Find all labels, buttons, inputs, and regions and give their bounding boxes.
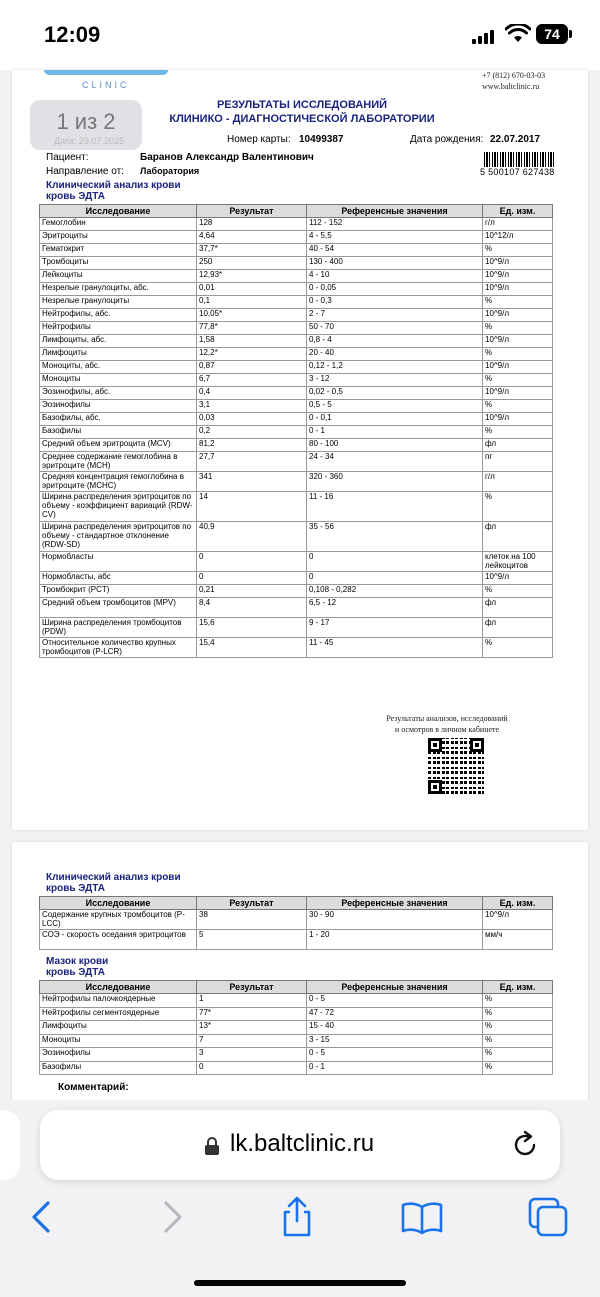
- reference-cell: 0 - 0,1: [307, 413, 483, 426]
- browser-toolbar: [0, 1195, 600, 1245]
- referral-value: Лаборатория: [140, 166, 200, 176]
- result-cell: 38: [197, 910, 307, 930]
- unit-cell: %: [483, 244, 553, 257]
- result-cell: 341: [197, 472, 307, 492]
- result-cell: 0,1: [197, 296, 307, 309]
- reference-cell: 6,5 - 12: [307, 598, 483, 618]
- table-row: [40, 439, 553, 452]
- table-row: [40, 348, 553, 361]
- result-cell: 1: [197, 994, 307, 1008]
- reference-cell: 80 - 100: [307, 439, 483, 452]
- result-cell: 0: [197, 552, 307, 572]
- table-row: [40, 244, 553, 257]
- dob-label: Дата рождения:: [410, 134, 484, 145]
- clinic-phone: +7 (812) 670-03-03: [482, 71, 546, 80]
- reference-cell: 320 - 360: [307, 472, 483, 492]
- share-icon[interactable]: [275, 1195, 319, 1239]
- table-row: [40, 374, 553, 387]
- tabs-icon[interactable]: [526, 1195, 570, 1239]
- result-cell: 15,4: [197, 638, 307, 658]
- test-name-cell: Базофилы, абс.: [40, 413, 197, 426]
- unit-cell: %: [483, 296, 553, 309]
- table-row: [40, 598, 553, 618]
- table-row: [40, 322, 553, 335]
- result-cell: 12,93*: [197, 270, 307, 283]
- document-page-1: [12, 70, 588, 830]
- test-name-cell: Ширина распределения эритроцитов по объему - стандартное отклонение (RDW-SD): [40, 522, 197, 552]
- reference-cell: 130 - 400: [307, 257, 483, 270]
- table-row: [40, 309, 553, 322]
- reference-cell: 30 - 90: [307, 910, 483, 930]
- unit-cell: 10^9/л: [483, 309, 553, 322]
- results-table-cbc: [39, 204, 553, 658]
- table-row: [40, 426, 553, 439]
- column-header-result: Результат: [197, 205, 307, 218]
- reference-cell: 0 - 1: [307, 1061, 483, 1075]
- reference-cell: 0: [307, 552, 483, 572]
- address-bar[interactable]: [40, 1110, 560, 1180]
- test-name-cell: Ширина распределения тромбоцитов (PDW): [40, 618, 197, 638]
- result-cell: 3: [197, 1048, 307, 1062]
- table-row: [40, 452, 553, 472]
- table-row: [40, 335, 553, 348]
- reference-cell: 2 - 7: [307, 309, 483, 322]
- test-name-cell: Нейтрофилы, абс.: [40, 309, 197, 322]
- test-name-cell: Эозинофилы, абс.: [40, 387, 197, 400]
- unit-cell: %: [483, 638, 553, 658]
- table-row: [40, 994, 553, 1008]
- table-header-row: [40, 205, 553, 218]
- result-cell: 10,05*: [197, 309, 307, 322]
- section-title-line1: Клинический анализ крови: [46, 872, 181, 883]
- patient-label: Пациент:: [46, 152, 89, 163]
- test-name-cell: Тромбоциты: [40, 257, 197, 270]
- test-name-cell: Нейтрофилы сегментоядерные: [40, 1007, 197, 1021]
- table-row: [40, 522, 553, 552]
- result-cell: 0,87: [197, 361, 307, 374]
- clinic-logo-shape: [44, 70, 168, 75]
- table-row: [40, 572, 553, 585]
- unit-cell: %: [483, 1061, 553, 1075]
- report-title-line2: КЛИНИКО - ДИАГНОСТИЧЕСКОЙ ЛАБОРАТОРИИ: [169, 113, 435, 125]
- back-icon[interactable]: [20, 1195, 64, 1239]
- test-name-cell: Моноциты: [40, 1034, 197, 1048]
- test-name-cell: Средний объем тромбоцитов (MPV): [40, 598, 197, 618]
- card-number-label: Номер карты:: [227, 134, 291, 145]
- result-cell: 0,03: [197, 413, 307, 426]
- test-name-cell: Лимфоциты: [40, 348, 197, 361]
- reference-cell: 0 - 1: [307, 426, 483, 439]
- qr-corner: [470, 738, 484, 752]
- unit-cell: %: [483, 374, 553, 387]
- result-cell: 0: [197, 1061, 307, 1075]
- wifi-icon: [505, 24, 531, 44]
- section-title-line1: Мазок крови: [46, 956, 109, 967]
- table-row: [40, 1007, 553, 1021]
- reference-cell: 112 - 152: [307, 218, 483, 231]
- result-cell: 4,64: [197, 231, 307, 244]
- clinic-site: www.baltclinic.ru: [482, 82, 540, 91]
- unit-cell: фл: [483, 598, 553, 618]
- unit-cell: фл: [483, 439, 553, 452]
- reference-cell: 0 - 0,3: [307, 296, 483, 309]
- page-indicator: [30, 100, 142, 150]
- table-row: [40, 283, 553, 296]
- result-cell: 8,4: [197, 598, 307, 618]
- unit-cell: г/л: [483, 218, 553, 231]
- test-name-cell: Незрелые гранулоциты, абс.: [40, 283, 197, 296]
- referral-label: Направление от:: [46, 166, 124, 177]
- result-cell: 1,58: [197, 335, 307, 348]
- test-name-cell: Незрелые гранулоциты: [40, 296, 197, 309]
- bookmarks-icon[interactable]: [400, 1195, 444, 1239]
- test-name-cell: Средний объем эритроцита (MCV): [40, 439, 197, 452]
- browser-bottom-bar: [0, 1100, 600, 1297]
- test-name-cell: Нейтрофилы палочкоядерные: [40, 994, 197, 1008]
- table-header-row: [40, 897, 553, 910]
- result-cell: 27,7: [197, 452, 307, 472]
- unit-cell: г/л: [483, 472, 553, 492]
- table-row: [40, 910, 553, 930]
- table-row: [40, 257, 553, 270]
- test-name-cell: Эозинофилы: [40, 400, 197, 413]
- test-name-cell: Среднее содержание гемоглобина в эритроците (MCH): [40, 452, 197, 472]
- result-cell: 77*: [197, 1007, 307, 1021]
- unit-cell: %: [483, 426, 553, 439]
- lock-icon: [204, 1137, 220, 1155]
- reference-cell: 15 - 40: [307, 1021, 483, 1035]
- test-name-cell: Моноциты, абс.: [40, 361, 197, 374]
- result-cell: 0: [197, 572, 307, 585]
- reference-cell: 0: [307, 572, 483, 585]
- unit-cell: %: [483, 1007, 553, 1021]
- battery-icon: 74: [536, 24, 568, 44]
- unit-cell: 10^9/л: [483, 335, 553, 348]
- table-row: [40, 361, 553, 374]
- table-row: [40, 552, 553, 572]
- reference-cell: 9 - 17: [307, 618, 483, 638]
- reference-cell: 3 - 12: [307, 374, 483, 387]
- reference-cell: 0 - 5: [307, 1048, 483, 1062]
- result-cell: 0,2: [197, 426, 307, 439]
- reference-cell: 50 - 70: [307, 322, 483, 335]
- unit-cell: %: [483, 1021, 553, 1035]
- reference-cell: 0 - 0,05: [307, 283, 483, 296]
- qr-caption-line2: и осмотров в личном кабинете: [394, 725, 500, 734]
- unit-cell: 10^9/л: [483, 257, 553, 270]
- card-number: 10499387: [299, 134, 344, 145]
- column-header-unit: Ед. изм.: [483, 981, 553, 994]
- result-cell: 40,9: [197, 522, 307, 552]
- table-row: [40, 1021, 553, 1035]
- result-cell: 12,2*: [197, 348, 307, 361]
- unit-cell: 10^9/л: [483, 387, 553, 400]
- test-name-cell: Лимфоциты: [40, 1021, 197, 1035]
- unit-cell: 10^12/л: [483, 231, 553, 244]
- page-indicator-count: 1 из 2: [56, 109, 116, 134]
- test-name-cell: Нейтрофилы: [40, 322, 197, 335]
- unit-cell: 10^9/л: [483, 910, 553, 930]
- result-cell: 0,21: [197, 585, 307, 598]
- section-title-line2: кровь ЭДТА: [46, 883, 105, 894]
- column-header-ref: Референсные значения: [307, 205, 483, 218]
- test-name-cell: Моноциты: [40, 374, 197, 387]
- test-name-cell: Ширина распределения эритроцитов по объему - коэффициент вариаций (RDW-CV): [40, 492, 197, 522]
- test-name-cell: Лимфоциты, абс.: [40, 335, 197, 348]
- unit-cell: %: [483, 994, 553, 1008]
- test-name-cell: Тромбокрит (PCT): [40, 585, 197, 598]
- unit-cell: 10^9/л: [483, 572, 553, 585]
- report-title: [152, 98, 452, 126]
- status-time: 12:09: [44, 22, 101, 47]
- unit-cell: 10^9/л: [483, 270, 553, 283]
- table-row: [40, 400, 553, 413]
- test-name-cell: Средняя концентрация гемоглобина в эритроците (MCHC): [40, 472, 197, 492]
- test-name-cell: Эритроциты: [40, 231, 197, 244]
- table-row: [40, 1034, 553, 1048]
- unit-cell: 10^9/л: [483, 413, 553, 426]
- unit-cell: %: [483, 1034, 553, 1048]
- status-bar: [0, 0, 600, 70]
- unit-cell: фл: [483, 618, 553, 638]
- test-name-cell: Лейкоциты: [40, 270, 197, 283]
- report-title-line1: РЕЗУЛЬТАТЫ ИССЛЕДОВАНИЙ: [216, 99, 388, 111]
- document-page-2: [12, 842, 588, 1112]
- result-cell: 0,4: [197, 387, 307, 400]
- reference-cell: 3 - 15: [307, 1034, 483, 1048]
- table-row: [40, 270, 553, 283]
- test-name-cell: Содержание крупных тромбоцитов (P-LCC): [40, 910, 197, 930]
- table-row: [40, 638, 553, 658]
- reference-cell: 4 - 10: [307, 270, 483, 283]
- result-cell: 0,01: [197, 283, 307, 296]
- reference-cell: 35 - 56: [307, 522, 483, 552]
- section-title-smear: [46, 956, 108, 978]
- column-header-result: Результат: [197, 981, 307, 994]
- column-header-result: Результат: [197, 897, 307, 910]
- clinic-contacts: [482, 70, 545, 92]
- qr-corner: [428, 780, 442, 794]
- reference-cell: 0 - 5: [307, 994, 483, 1008]
- column-header-test: Исследование: [40, 897, 197, 910]
- forward-icon[interactable]: [150, 1195, 194, 1239]
- results-table-smear: [39, 980, 553, 1075]
- result-cell: 77,8*: [197, 322, 307, 335]
- previous-tab-card[interactable]: [0, 1110, 20, 1180]
- signal-icon: [472, 28, 496, 44]
- result-cell: 128: [197, 218, 307, 231]
- unit-cell: %: [483, 1048, 553, 1062]
- test-name-cell: Эозинофилы: [40, 1048, 197, 1062]
- result-cell: 37,7*: [197, 244, 307, 257]
- column-header-test: Исследование: [40, 981, 197, 994]
- table-row: [40, 930, 553, 950]
- column-header-ref: Референсные значения: [307, 981, 483, 994]
- result-cell: 5: [197, 930, 307, 950]
- section-title-cbc-2: [46, 872, 181, 894]
- table-row: [40, 387, 553, 400]
- test-name-cell: Относительное количество крупных тромбоцитов (P-LCR): [40, 638, 197, 658]
- table-row: [40, 585, 553, 598]
- url-text[interactable]: lk.baltclinic.ru: [230, 1130, 375, 1157]
- result-cell: 7: [197, 1034, 307, 1048]
- unit-cell: %: [483, 492, 553, 522]
- reference-cell: 24 - 34: [307, 452, 483, 472]
- unit-cell: %: [483, 400, 553, 413]
- section-title-line2: кровь ЭДТА: [46, 191, 105, 202]
- table-row: [40, 472, 553, 492]
- unit-cell: %: [483, 348, 553, 361]
- column-header-test: Исследование: [40, 205, 197, 218]
- test-name-cell: Нормобласты, абс: [40, 572, 197, 585]
- section-title-cbc: [46, 180, 181, 202]
- unit-cell: 10^9/л: [483, 361, 553, 374]
- unit-cell: 10^9/л: [483, 283, 553, 296]
- unit-cell: фл: [483, 522, 553, 552]
- barcode-number: 5 500107 627438: [480, 167, 555, 177]
- column-header-ref: Референсные значения: [307, 897, 483, 910]
- unit-cell: %: [483, 585, 553, 598]
- battery-tip: [569, 30, 572, 38]
- test-name-cell: Нормобласты: [40, 552, 197, 572]
- test-name-cell: Базофилы: [40, 1061, 197, 1075]
- result-cell: 81,2: [197, 439, 307, 452]
- reference-cell: 0,02 - 0,5: [307, 387, 483, 400]
- result-cell: 3,1: [197, 400, 307, 413]
- qr-corner: [428, 738, 442, 752]
- table-row: [40, 1048, 553, 1062]
- clinic-logo-text: CLINIC: [82, 80, 130, 90]
- result-cell: 13*: [197, 1021, 307, 1035]
- table-row: [40, 218, 553, 231]
- unit-cell: клеток на 100 лейкоцитов: [483, 552, 553, 572]
- column-header-unit: Ед. изм.: [483, 897, 553, 910]
- test-name-cell: Гематокрит: [40, 244, 197, 257]
- reference-cell: 20 - 40: [307, 348, 483, 361]
- test-name-cell: СОЭ - скорость оседания эритроцитов: [40, 930, 197, 950]
- result-cell: 15,6: [197, 618, 307, 638]
- reference-cell: 1 - 20: [307, 930, 483, 950]
- result-cell: 250: [197, 257, 307, 270]
- patient-name: Баранов Александр Валентинович: [140, 152, 314, 163]
- reference-cell: 0,108 - 0,282: [307, 585, 483, 598]
- reference-cell: 4 - 5,5: [307, 231, 483, 244]
- qr-caption: [372, 713, 522, 735]
- table-row: [40, 296, 553, 309]
- page-indicator-sub: Дата: 29.07.2025: [54, 136, 124, 146]
- unit-cell: %: [483, 322, 553, 335]
- column-header-unit: Ед. изм.: [483, 205, 553, 218]
- dob-value: 22.07.2017: [490, 134, 541, 145]
- unit-cell: мм/ч: [483, 930, 553, 950]
- result-cell: 6,7: [197, 374, 307, 387]
- reference-cell: 47 - 72: [307, 1007, 483, 1021]
- reference-cell: 11 - 45: [307, 638, 483, 658]
- table-row: [40, 1061, 553, 1075]
- qr-caption-line1: Результаты анализов, исследований: [386, 714, 508, 723]
- home-indicator: [194, 1280, 406, 1286]
- reference-cell: 40 - 54: [307, 244, 483, 257]
- test-name-cell: Базофилы: [40, 426, 197, 439]
- table-row: [40, 413, 553, 426]
- results-table-cbc-2: [39, 896, 553, 950]
- table-row: [40, 231, 553, 244]
- result-cell: 14: [197, 492, 307, 522]
- reference-cell: 11 - 16: [307, 492, 483, 522]
- comment-label: Комментарий:: [58, 1082, 129, 1093]
- table-row: [40, 492, 553, 522]
- section-title-line1: Клинический анализ крови: [46, 180, 181, 191]
- reference-cell: 0,5 - 5: [307, 400, 483, 413]
- table-row: [40, 618, 553, 638]
- reload-icon[interactable]: [510, 1130, 540, 1160]
- test-name-cell: Гемоглобин: [40, 218, 197, 231]
- unit-cell: пг: [483, 452, 553, 472]
- reference-cell: 0,12 - 1,2: [307, 361, 483, 374]
- table-header-row: [40, 981, 553, 994]
- reference-cell: 0,8 - 4: [307, 335, 483, 348]
- section-title-line2: кровь ЭДТА: [46, 967, 105, 978]
